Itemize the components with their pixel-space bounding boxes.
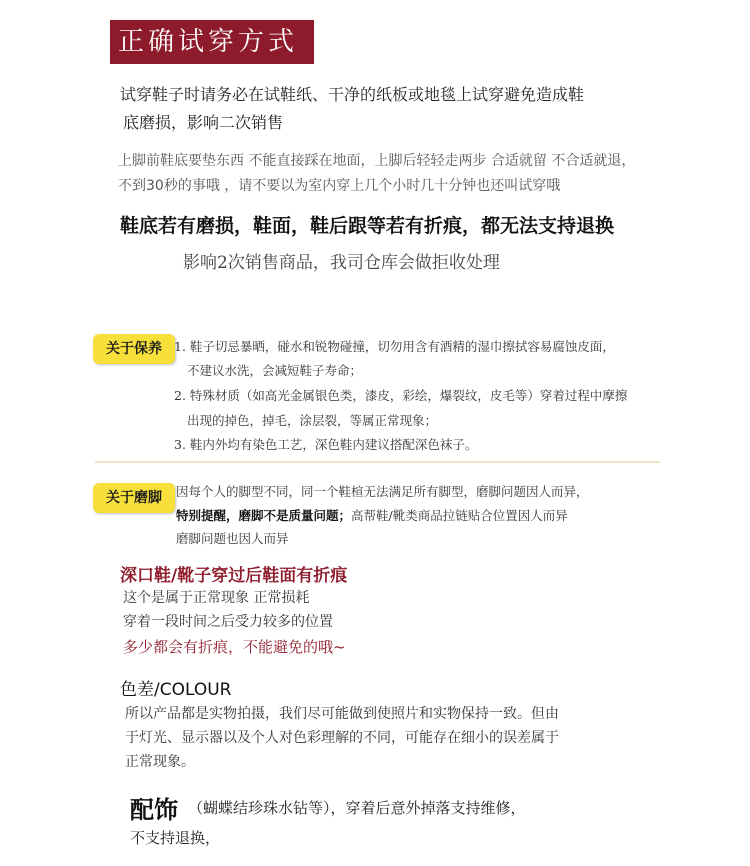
maintenance-line3: 2. 特殊材质（如高光金属银色类，漆皮，彩绘，爆裂纹，皮毛等）穿着过程中摩擦 [174, 388, 628, 403]
creases-line1: 这个是属于正常现象 正常损耗 [123, 590, 310, 606]
creases-line3: 多少都会有折痕，不能避免的哦~ [123, 638, 346, 656]
accessories-title: 配饰 [130, 795, 178, 824]
accessories-line1: （蝴蝶结珍珠水钻等），穿着后意外掉落支持维修， [188, 799, 526, 817]
chafing-line1: 因每个人的脚型不同，同一个鞋楦无法满足所有脚型，磨脚问题因人而异， [176, 484, 589, 499]
colour-line2: 于灯光、显示器以及个人对色彩理解的不同，可能存在细小的误差属于 [125, 730, 559, 746]
creases-title: 深口鞋/靴子穿过后鞋面有折痕 [120, 566, 348, 586]
maintenance-line4: 出现的掉色，掉毛，涂层裂，等属正常现象； [187, 413, 438, 428]
try-on-note-line1: 上脚前鞋底要垫东西 不能直接踩在地面，上脚后轻轻走两步 合适就留 不合适就退， [118, 153, 636, 169]
try-on-note-line2: 不到30秒的事哦 ，请不要以为室内穿上几个小时几十分钟也还叫试穿哦 [118, 178, 561, 194]
maintenance-badge: 关于保养 [93, 334, 175, 364]
maintenance-line5: 3. 鞋内外均有染色工艺，深色鞋内建议搭配深色袜子。 [174, 437, 478, 452]
try-on-instruction-line2: 底磨损，影响二次销售 [123, 113, 284, 132]
maintenance-line1: 1. 鞋子切忌暴晒，碰水和锐物碰撞，切勿用含有酒精的湿巾擦拭容易腐蚀皮面， [174, 339, 615, 354]
section-divider [95, 461, 660, 463]
chafing-line3: 磨脚问题也因人而异 [176, 531, 289, 546]
chafing-line2-rest: 高帮鞋/靴类商品拉链贴合位置因人而异 [351, 508, 568, 523]
return-policy-warning: 鞋底若有磨损，鞋面，鞋后跟等若有折痕，都无法支持退换 [120, 215, 615, 237]
colour-title: 色差/COLOUR [120, 680, 232, 700]
section-title-correct-try-on: 正确试穿方式 [110, 20, 314, 64]
colour-line1: 所以产品都是实物拍摄，我们尽可能做到使照片和实物保持一致。但由 [125, 706, 559, 722]
chafing-line2 [176, 506, 568, 524]
colour-line3: 正常现象。 [125, 754, 195, 770]
accessories-line2: 不支持退换， [130, 829, 221, 847]
maintenance-line2: 不建议水洗，会减短鞋子寿命； [187, 363, 363, 378]
try-on-instruction-line1: 试穿鞋子时请务必在试鞋纸、干净的纸板或地毯上试穿避免造成鞋 [120, 85, 585, 104]
warehouse-rejection-note: 影响2次销售商品，我司仓库会做拒收处理 [183, 253, 500, 273]
chafing-badge: 关于磨脚 [93, 483, 175, 513]
creases-line2: 穿着一段时间之后受力较多的位置 [123, 614, 333, 630]
chafing-reminder-bold: 特别提醒，磨脚不是质量问题； [176, 508, 352, 523]
